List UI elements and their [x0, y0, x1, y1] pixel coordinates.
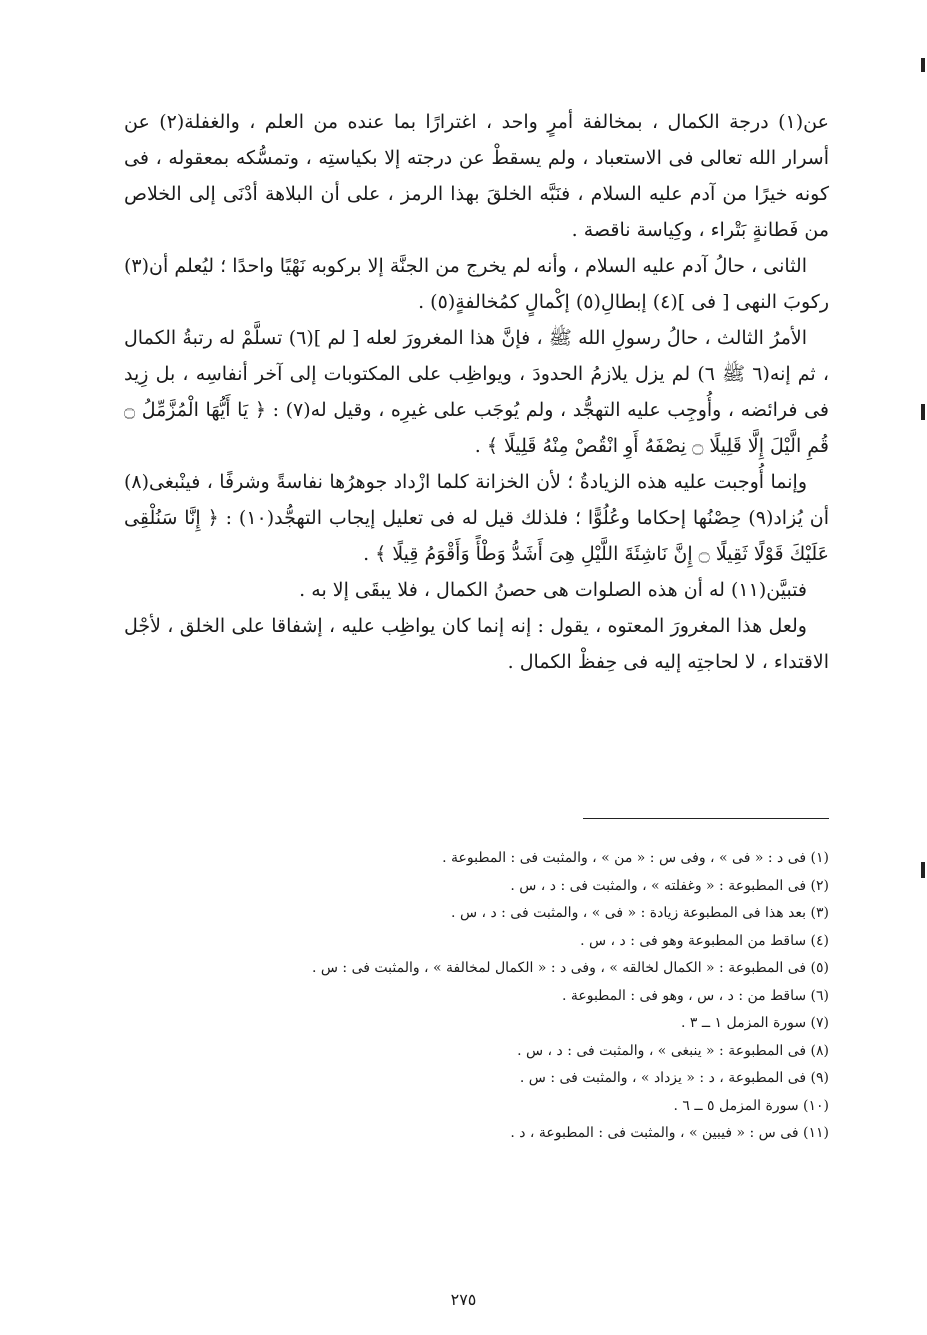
page-number: ٢٧٥ — [450, 1290, 477, 1309]
footnotes — [240, 845, 829, 1148]
paragraph-3: الأمرُ الثالث ، حالُ رسولِ الله ﷺ ، فإنَّ هذا المغرورَ لعله [ لم ](٦) تسلَّمْ له رتبةُ الكمال ، ثم إنه(٦ ﷺ ٦) لم يزل يلازمُ الحدودَ ، ويواظِب على المكتوبات إلى آخر أنفاسِه ، بل زِيد فى فرائضه ، وأُوجِب عليه التهجُّد ، ولم يُوجَب على غيرِه ، وقيل له(٧) : ﴿ يَا أَيُّهَا الْمُزَّمِّلُ ۝ قُمِ الَّيْلَ إِلَّا قَلِيلًا ۝ نِصْفَهُ أَوِ انْقُصْ مِنْهُ قَلِيلًا ﴾ . — [124, 327, 830, 457]
paragraph-1: عن(١) درجة الكمال ، بمخالفة أمرٍ واحد ، اغترارًا بما عنده من العلم ، والغفلة(٢) عن أسرار الله تعالى فى الاستعباد ، ولم يسقطْ عن درجته إلا بكياستِه ، وتمسُّكه بمعقوله ، فى كونه خيرًا من آدم عليه السلام ، فنَبَّه الخلقَ بهذا الرمز ، على أن البلاهة أدْنَى إلى الخلاص من فَطانةٍ بَتْراء ، وكِياسة ناقصة . — [124, 111, 829, 241]
edge-mark-middle — [921, 404, 925, 420]
footnote-1: (١) فى د : « فى » ، وفى س : « من » ، والمثبت فى : المطبوعة . — [442, 850, 829, 866]
footnote-divider — [583, 818, 829, 819]
paragraph-2: الثانى ، حالُ آدم عليه السلام ، وأنه لم يخرج من الجنَّة إلا بركوبه نَهْيًا واحدًا ؛ ليُعلم أن(٣) ركوبَ النهى [ فى ](٤) إبطالِ(٥) إكْمالٍ كمُخالفةٍ(٥) . — [124, 255, 829, 313]
paragraph-4: وإنما أُوجبت عليه هذه الزيادةُ ؛ لأن الخزانة كلما ازْداد جوهرُها نفاسةً وشرفًا ، فينْبغى(٨) أن يُزاد(٩) حِصْنُها إحكاما وعُلُوًّا ؛ فلذلك قيل له فى تعليل إيجاب التهجُّد(١٠) : ﴿ إِنَّا سَنُلْقِى عَلَيْكَ قَوْلًا ثَقِيلًا ۝ إِنَّ نَاشِئَةَ اللَّيْلِ هِىَ أَشَدُّ وَطْأً وَأَقْوَمُ قِيلًا ﴾ . — [124, 471, 830, 565]
footnote-4: (٤) ساقط من المطبوعة وهو فى : د ، س . — [580, 932, 829, 949]
footnote-9: (٩) فى المطبوعة ، د : « يزداد » ، والمثبت فى : س . — [519, 1070, 829, 1086]
footnote-11: (١١) فى س : « فيبين » ، والمثبت فى : المطبوعة ، د . — [510, 1125, 829, 1141]
footnote-10: (١٠) سورة المزمل ٥ ــ ٦ . — [673, 1097, 829, 1114]
footnote-8: (٨) فى المطبوعة : « ينبغى » ، والمثبت فى : د ، س . — [517, 1042, 829, 1059]
paragraph-6: ولعل هذا المغرورَ المعتوه ، يقول : إنه إنما كان يواظِب عليه ، إشفاقا على الخلق ، لأجْل الاقتداء ، لا لحاجتِه إليه فى حِفظْ الكمال . — [124, 615, 829, 673]
edge-mark-top — [921, 58, 925, 72]
edge-mark-lower — [921, 862, 925, 878]
main-text — [124, 104, 829, 680]
footnote-3: (٣) بعد هذا فى المطبوعة زيادة : « فى » ، والمثبت فى : د ، س . — [451, 905, 829, 921]
footnote-7: (٧) سورة المزمل ١ ــ ٣ . — [680, 1015, 829, 1031]
footnote-6: (٦) ساقط من : د ، س ، وهو فى : المطبوعة . — [561, 987, 829, 1004]
footnote-5: (٥) فى المطبوعة : « الكمال لخالقه » ، وفى د : « الكمال لمخالفة » ، والمثبت فى : س . — [311, 960, 829, 976]
footnote-2: (٢) فى المطبوعة : « وغفلته » ، والمثبت فى : د ، س . — [510, 877, 829, 894]
paragraph-5: فتبيَّن(١١) له أن هذه الصلوات هى حصنُ الكمال ، فلا يبقَى إلا به . — [299, 579, 807, 601]
